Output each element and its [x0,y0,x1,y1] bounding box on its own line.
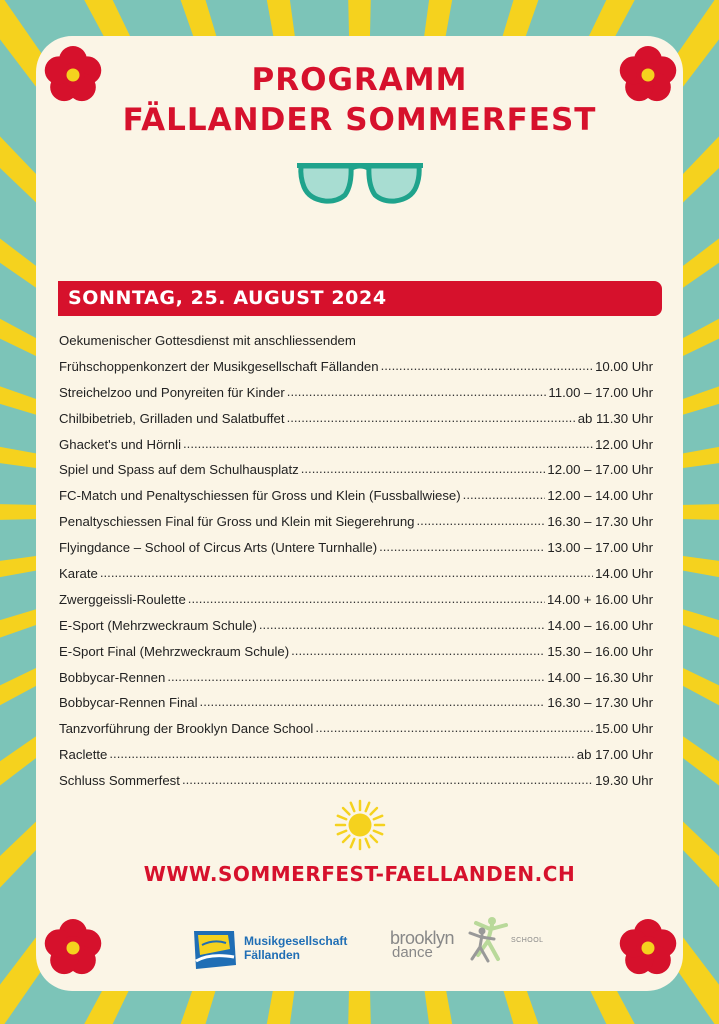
leader-dots [417,513,546,529]
leader-dots [287,410,576,426]
program-row [59,452,653,478]
program-time: 12.00 – 14.00 Uhr [547,488,653,504]
program-time: 19.30 Uhr [595,773,653,789]
flower-icon [42,917,104,979]
program-event: Ghacket's und Hörnli [59,436,181,452]
leader-dots [183,436,593,452]
website-url[interactable]: WWW.SOMMERFEST-FAELLANDEN.CH [143,862,576,886]
page-title-line2: FÄLLANDER SOMMERFEST [122,102,597,138]
flower-icon [617,917,679,979]
program-time: 14.00 – 16.30 Uhr [547,669,653,685]
program-event: FC-Match und Penaltyschiessen für Gross und Klein (Fussballwiese) [59,488,461,504]
program-row [59,503,653,529]
program-time: 13.00 – 17.00 Uhr [547,540,653,556]
program-time: 12.00 – 17.00 Uhr [547,462,653,478]
program-event: Tanzvorführung der Brooklyn Dance School [59,721,314,737]
musikgesellschaft-emblem-icon [190,925,240,973]
program-row [59,477,653,503]
program-row [59,710,653,736]
program-row [59,400,653,426]
leader-dots [188,591,545,607]
leader-dots [315,720,593,736]
program-time: 14.00 + 16.00 Uhr [547,591,653,607]
program-event: E-Sport (Mehrzweckraum Schule) [59,617,257,633]
program-row [59,685,653,711]
program-row [59,762,653,788]
program-event: Frühschoppenkonzert der Musikgesellschaft Fällanden [59,358,379,374]
dance-text: dance [392,944,433,961]
sun-icon [334,799,386,851]
day-header-band [58,281,662,316]
program-event: Flyingdance – School of Circus Arts (Untere Turnhalle) [59,540,378,556]
program-event: Zwerggeissli-Roulette [59,591,186,607]
leader-dots [109,746,574,762]
program-row [59,374,653,400]
day-header: SONNTAG, 25. AUGUST 2024 [68,287,387,309]
leader-dots [463,487,546,503]
program-event: Karate [59,566,98,582]
program-event: Schluss Sommerfest [59,773,180,789]
musikgesellschaft-logo [190,925,360,973]
program-time: 15.30 – 16.00 Uhr [547,643,653,659]
program-row [59,555,653,581]
musikgesellschaft-name: Musikgesellschaft Fällanden [244,934,348,962]
program-time: 14.00 – 16.00 Uhr [547,617,653,633]
program-row [59,348,653,374]
program-event: Oekumenischer Gottesdienst mit anschliessendem [59,333,356,348]
program-event: Streichelzoo und Ponyreiten für Kinder [59,384,285,400]
leader-dots [200,694,546,710]
program-time: ab 11.30 Uhr [577,410,653,426]
leader-dots [291,643,545,659]
leader-dots [182,772,593,788]
leader-dots [287,384,547,400]
program-row [59,659,653,685]
program-row [59,581,653,607]
program-time: 16.30 – 17.30 Uhr [547,514,653,530]
program-time: 11.00 – 17.00 Uhr [548,384,653,400]
program-row [59,426,653,452]
program-list [59,332,653,788]
leader-dots [100,565,593,581]
program-event: Raclette [59,747,108,763]
program-time: 15.00 Uhr [595,721,653,737]
program-row [59,529,653,555]
leader-dots [381,358,593,374]
brooklyn-dance-logo [388,915,544,967]
program-event: E-Sport Final (Mehrzweckraum Schule) [59,643,290,659]
program-time: 14.00 Uhr [595,566,653,582]
leader-dots [301,461,546,477]
program-time: 10.00 Uhr [595,358,653,374]
dancer-icon [468,915,512,967]
sunglasses-icon [295,155,425,205]
program-event: Bobbycar-Rennen [59,669,166,685]
program-row [59,633,653,659]
program-event: Spiel und Spass auf dem Schulhausplatz [59,462,299,478]
program-event: Penaltyschiessen Final für Gross und Klein mit Siegerehrung [59,514,415,530]
brooklyn-text: brooklyn [390,928,455,948]
program-event: Chilbibetrieb, Grilladen und Salatbuffet [59,410,285,426]
program-event: Bobbycar-Rennen Final [59,695,198,711]
leader-dots [259,617,546,633]
program-row [59,332,653,348]
program-time: ab 17.00 Uhr [576,747,653,763]
program-row [59,607,653,633]
program-time: 16.30 – 17.30 Uhr [547,695,653,711]
program-row [59,736,653,762]
page-title-line1: PROGRAMM [251,62,468,98]
school-text: SCHOOL [511,937,544,944]
program-time: 12.00 Uhr [595,436,653,452]
leader-dots [379,539,545,555]
leader-dots [167,669,545,685]
